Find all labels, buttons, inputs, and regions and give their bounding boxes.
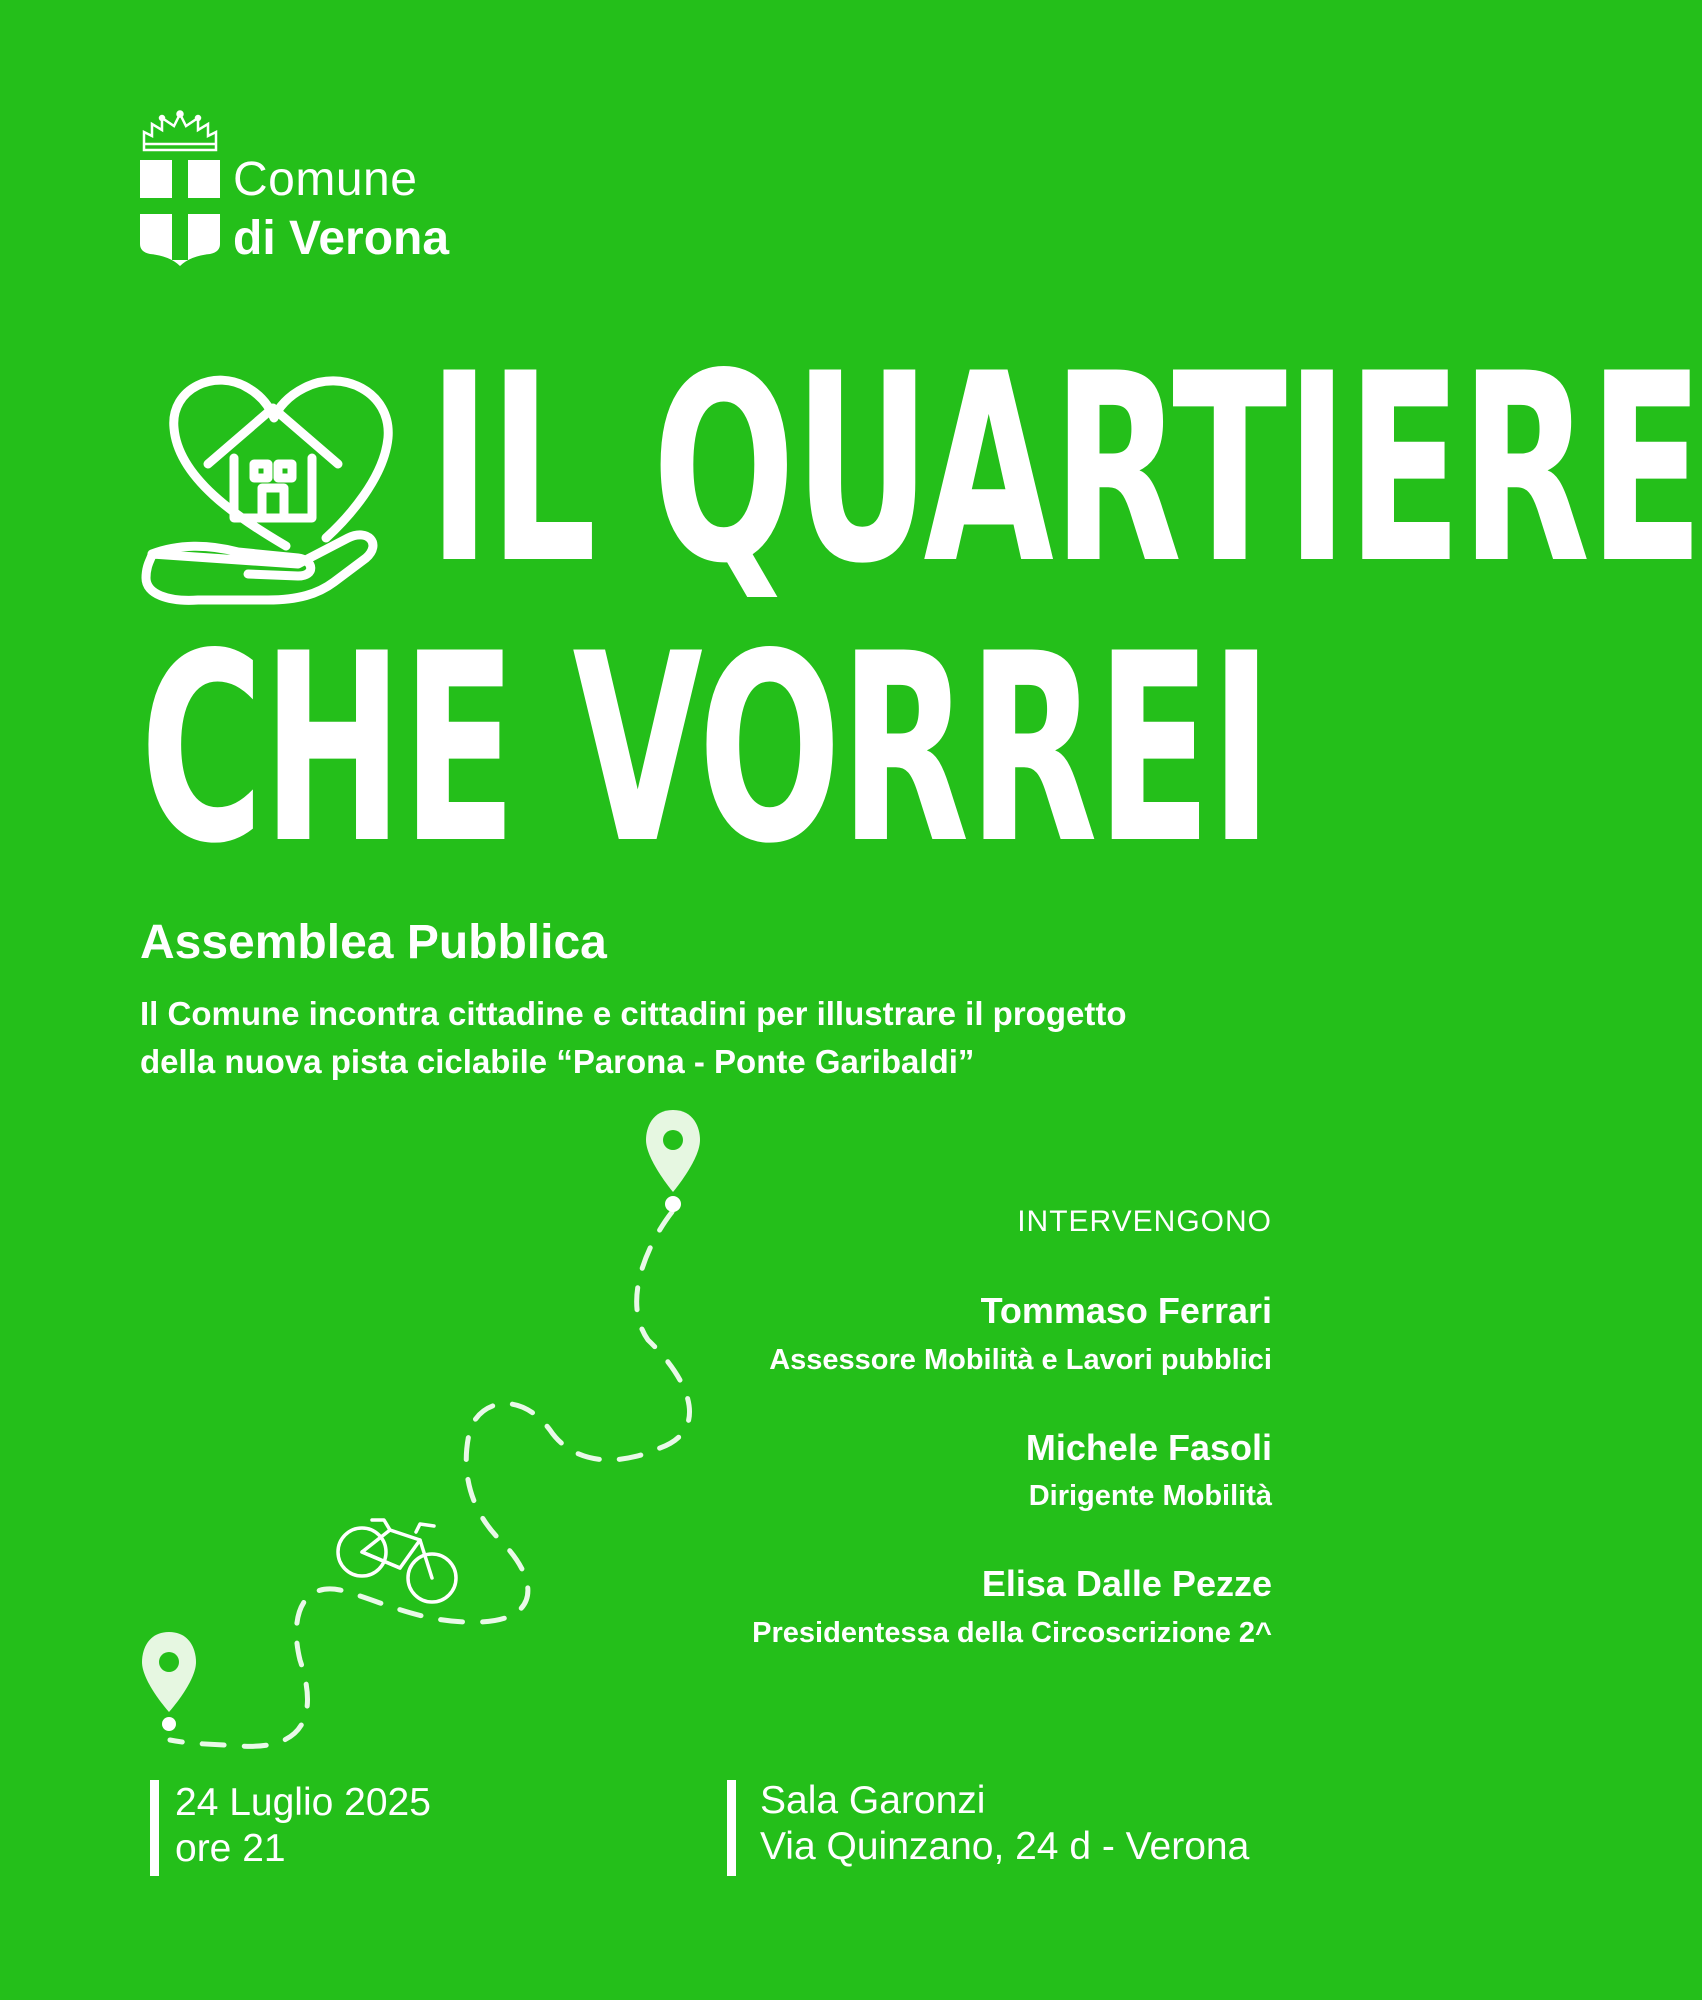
footer-divider [727, 1780, 736, 1876]
speaker-name: Tommaso Ferrari [980, 1290, 1272, 1331]
logo-text-city: di Verona [233, 212, 450, 265]
event-address: Via Quinzano, 24 d - Verona [760, 1825, 1250, 1868]
map-pin-icon [142, 1632, 196, 1731]
event-date: 24 Luglio 2025 [175, 1781, 431, 1824]
speaker-role: Assessore Mobilità e Lavori pubblici [769, 1344, 1272, 1376]
map-pin-icon [646, 1110, 700, 1212]
heart-hand-house-icon [138, 368, 408, 608]
speaker-role: Dirigente Mobilità [1028, 1480, 1272, 1512]
intro-line-1: Il Comune incontra cittadine e cittadini per illustrare il progetto [140, 995, 1127, 1032]
dashed-route-line [170, 1212, 690, 1746]
logo-text-comune: Comune [233, 153, 418, 206]
speaker-name: Elisa Dalle Pezze [981, 1563, 1272, 1604]
event-venue: Sala Garonzi [760, 1779, 986, 1822]
event-time: ore 21 [175, 1827, 286, 1870]
speakers-heading: INTERVENGONO [1017, 1205, 1272, 1238]
intro-line-2: della nuova pista ciclabile “Parona - Ponte Garibaldi” [140, 1043, 975, 1080]
speaker-role: Presidentessa della Circoscrizione 2^ [752, 1617, 1272, 1649]
footer-divider [150, 1780, 159, 1876]
cross-shield-icon [140, 160, 220, 266]
title-line-2: CHE VORREI [140, 599, 1272, 901]
crown-icon [140, 110, 220, 154]
bicycle-icon [338, 1520, 456, 1602]
route-illustration [0, 1100, 760, 1780]
title-line-1: IL QUARTIERE [428, 319, 1702, 621]
speaker-name: Michele Fasoli [1025, 1427, 1272, 1468]
subtitle: Assemblea Pubblica [140, 916, 607, 969]
